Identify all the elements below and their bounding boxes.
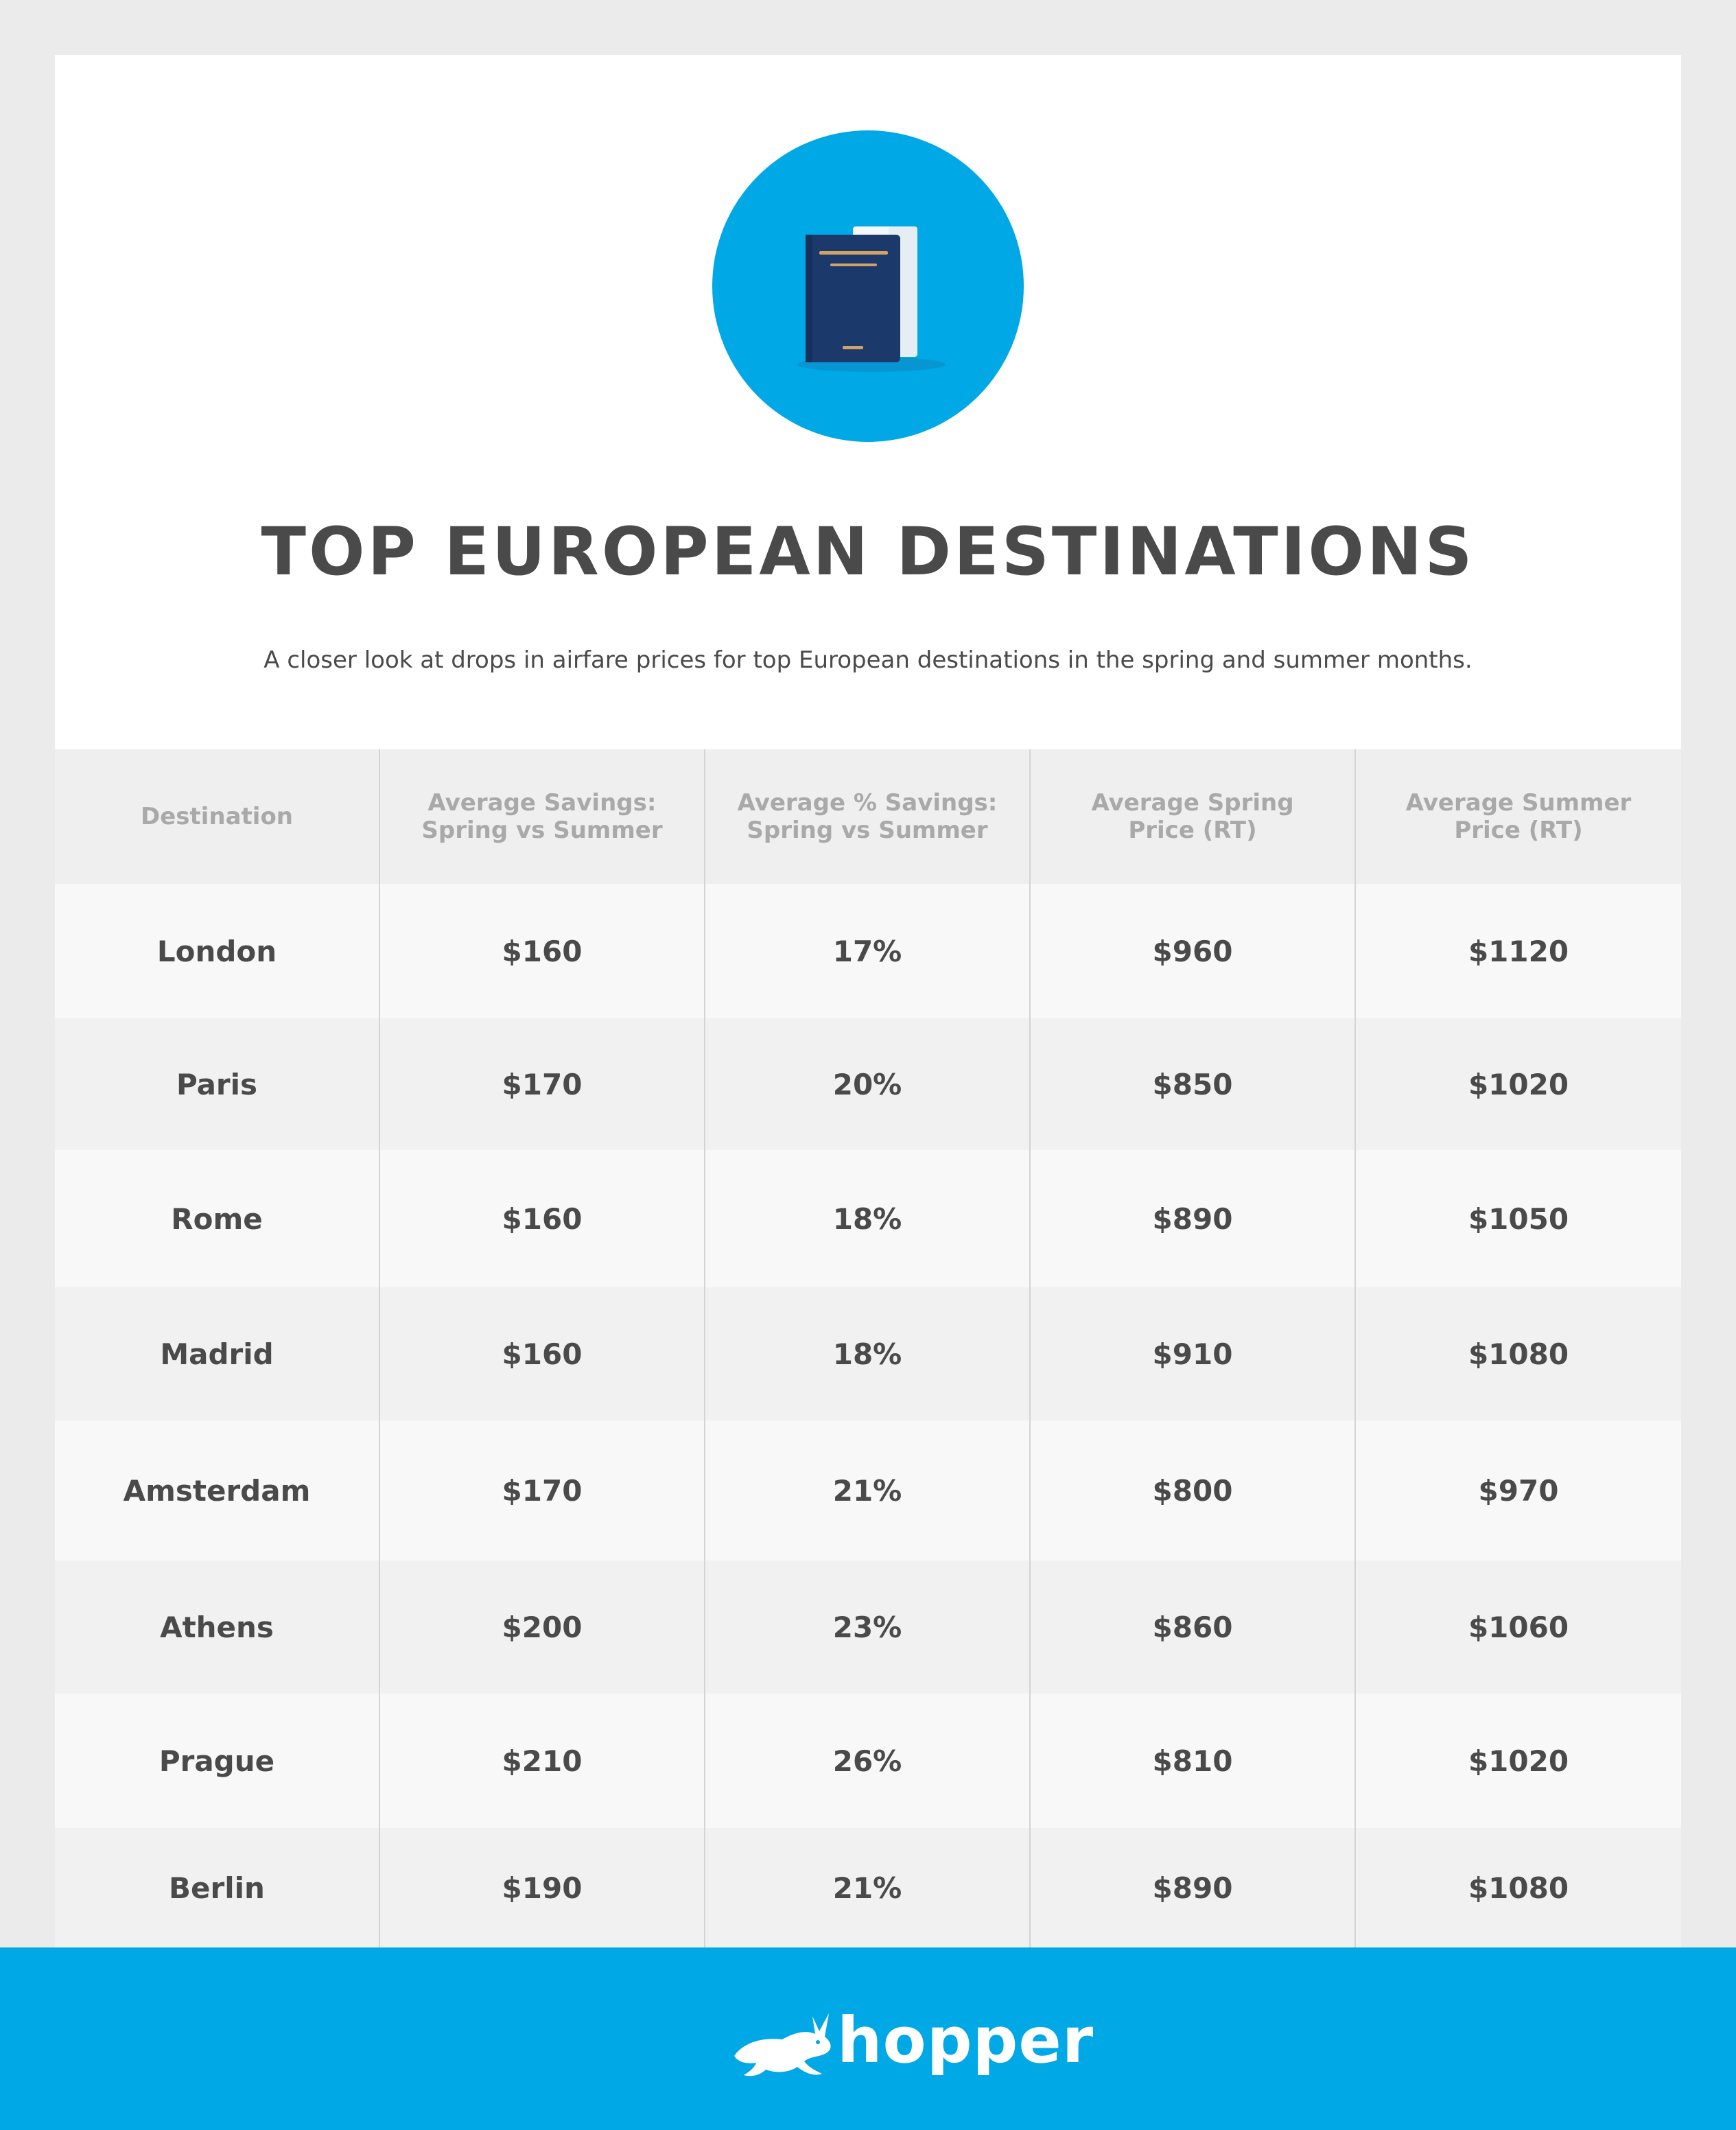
value-cell: $960 bbox=[1031, 884, 1356, 1018]
table-row bbox=[55, 1018, 1681, 1150]
table-row bbox=[55, 1828, 1681, 1947]
table-row bbox=[55, 884, 1681, 1018]
value-cell: $1060 bbox=[1468, 1610, 1569, 1644]
value-cell: $170 bbox=[380, 1420, 705, 1560]
value-cell: 21% bbox=[705, 1828, 1031, 1947]
value-cell: 18% bbox=[705, 1150, 1031, 1287]
value-cell: $810 bbox=[1031, 1694, 1356, 1828]
destination-cell: Rome bbox=[55, 1150, 380, 1287]
value-cell: $890 bbox=[1031, 1150, 1356, 1287]
bunny-icon bbox=[729, 2002, 836, 2085]
value-cell: 26% bbox=[705, 1694, 1031, 1828]
destination-cell: Berlin bbox=[55, 1828, 380, 1947]
value-cell: $1080 bbox=[1468, 1337, 1569, 1371]
value-cell: $190 bbox=[380, 1828, 705, 1947]
value-cell: $800 bbox=[1031, 1420, 1356, 1560]
value-cell: $210 bbox=[380, 1694, 705, 1828]
hopper-wordmark: hopper bbox=[837, 2004, 1094, 2077]
table-row bbox=[55, 1287, 1681, 1420]
column-header: Destination bbox=[55, 749, 380, 884]
destination-cell: Athens bbox=[55, 1560, 380, 1694]
value-cell: $860 bbox=[1031, 1560, 1356, 1694]
value-cell: 17% bbox=[705, 884, 1031, 1018]
column-header: Average % Savings: Spring vs Summer bbox=[705, 749, 1031, 884]
value-cell: 21% bbox=[705, 1420, 1031, 1560]
value-cell: $170 bbox=[380, 1018, 705, 1150]
destination-cell: London bbox=[55, 884, 380, 1018]
value-cell: 18% bbox=[705, 1287, 1031, 1420]
value-cell: $1120 bbox=[1468, 934, 1569, 968]
value-cell: $1020 bbox=[1468, 1067, 1569, 1101]
footer bbox=[0, 1947, 1736, 2130]
value-cell: $200 bbox=[380, 1560, 705, 1694]
page-subtitle: A closer look at drops in airfare prices for top European destinations in the spring and summer months. bbox=[263, 646, 1473, 674]
value-cell: $850 bbox=[1031, 1018, 1356, 1150]
value-cell: $910 bbox=[1031, 1287, 1356, 1420]
table-row bbox=[55, 1694, 1681, 1828]
table-row bbox=[55, 1420, 1681, 1560]
passport-ticket-icon bbox=[712, 130, 1024, 442]
column-header: Average Summer Price (RT) bbox=[1405, 789, 1632, 844]
destination-cell: Madrid bbox=[55, 1287, 380, 1420]
header-card bbox=[55, 55, 1681, 749]
column-header: Average Savings: Spring vs Summer bbox=[380, 749, 705, 884]
value-cell: $160 bbox=[380, 884, 705, 1018]
value-cell: $970 bbox=[1478, 1473, 1559, 1508]
destination-cell: Prague bbox=[55, 1694, 380, 1828]
value-cell: $1020 bbox=[1468, 1744, 1569, 1778]
destination-cell: Paris bbox=[55, 1018, 380, 1150]
table-row bbox=[55, 1560, 1681, 1694]
value-cell: $1050 bbox=[1468, 1202, 1569, 1236]
column-header: Average Spring Price (RT) bbox=[1031, 749, 1356, 884]
destination-cell: Amsterdam bbox=[55, 1420, 380, 1560]
value-cell: 23% bbox=[705, 1560, 1031, 1694]
value-cell: $160 bbox=[380, 1287, 705, 1420]
page-title: TOP EUROPEAN DESTINATIONS bbox=[261, 513, 1475, 590]
table-header-row bbox=[55, 749, 1681, 884]
value-cell: $1080 bbox=[1468, 1871, 1569, 1905]
value-cell: $160 bbox=[380, 1150, 705, 1287]
destinations-table bbox=[55, 749, 1681, 1947]
value-cell: 20% bbox=[705, 1018, 1031, 1150]
value-cell: $890 bbox=[1031, 1828, 1356, 1947]
hopper-logo bbox=[729, 2002, 1094, 2085]
table-row bbox=[55, 1150, 1681, 1287]
